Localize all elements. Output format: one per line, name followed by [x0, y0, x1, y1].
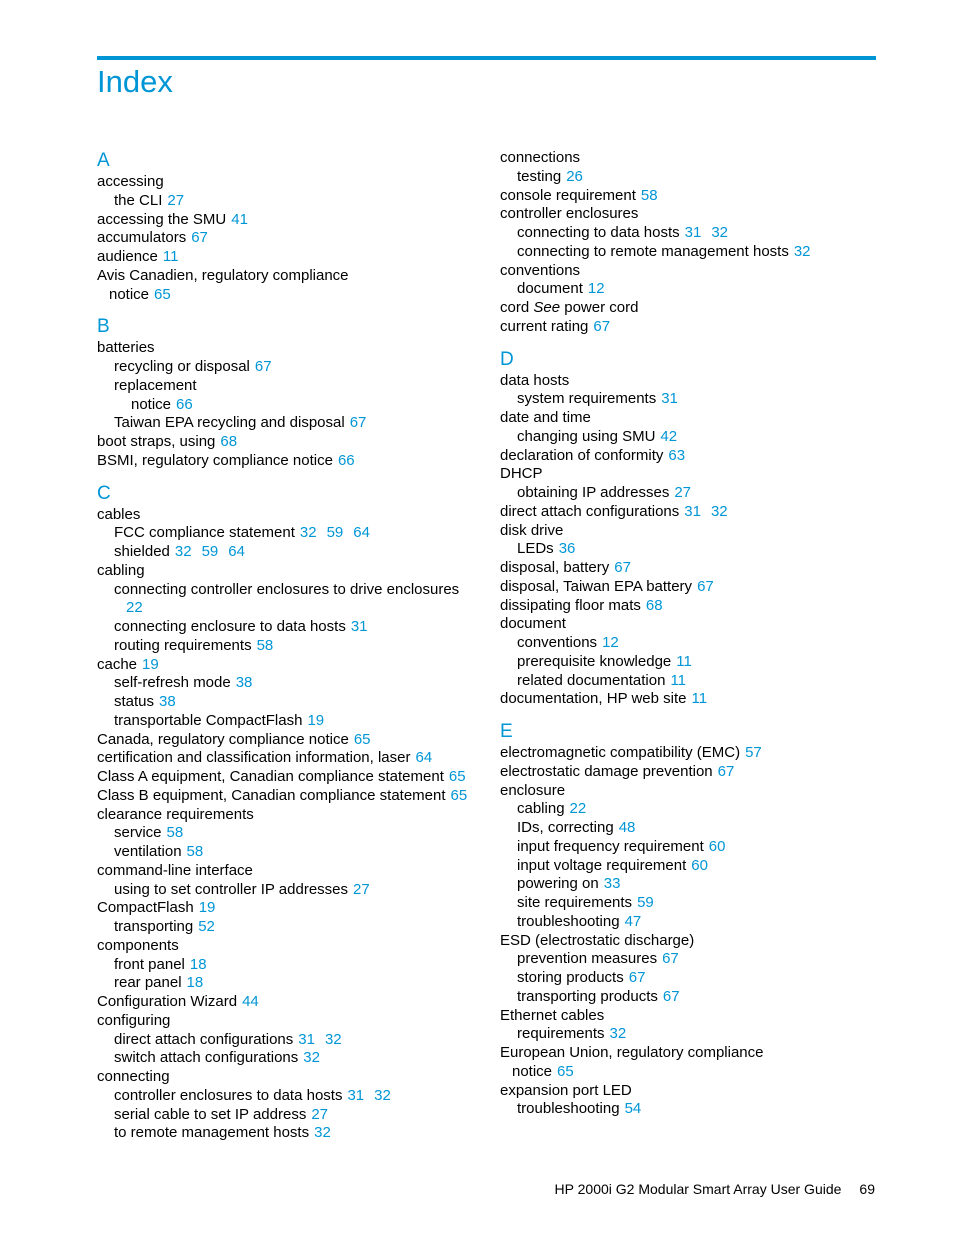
- page-link[interactable]: 19: [198, 899, 216, 917]
- page-title: Index: [97, 64, 173, 99]
- index-term: self-refresh mode: [114, 674, 231, 692]
- index-term: system requirements: [517, 390, 657, 408]
- index-term: powering on: [517, 875, 599, 893]
- index-subentry: [500, 969, 880, 988]
- page-link[interactable]: 64: [353, 524, 370, 542]
- index-subentry: [500, 224, 880, 243]
- page-link[interactable]: 64: [228, 543, 245, 560]
- index-term: enclosure: [500, 781, 566, 799]
- index-term: disk drive: [500, 521, 564, 539]
- index-entry: [500, 597, 880, 616]
- index-subentry: [97, 396, 477, 415]
- page-link[interactable]: 11: [676, 652, 692, 670]
- index-term: site requirements: [517, 894, 633, 911]
- page-link[interactable]: 26: [566, 167, 583, 185]
- index-entry: [97, 656, 477, 675]
- page-link[interactable]: 27: [311, 1105, 329, 1123]
- index-subentry: [97, 286, 477, 305]
- page-link[interactable]: 44: [242, 993, 259, 1010]
- page-link[interactable]: 59: [326, 524, 344, 542]
- index-term: Ethernet cables: [500, 1006, 605, 1024]
- index-subentry: [97, 377, 477, 396]
- index-term: dissipating floor mats: [500, 596, 641, 614]
- page-link[interactable]: 54: [624, 1100, 642, 1118]
- page-link[interactable]: 67: [593, 317, 611, 335]
- page-link[interactable]: 64: [415, 749, 433, 767]
- page-link[interactable]: 59: [201, 543, 219, 560]
- index-subentry: [97, 1106, 477, 1125]
- index-subentry: [97, 1031, 477, 1050]
- page-link[interactable]: 31: [298, 1030, 315, 1048]
- index-entry: [97, 173, 477, 192]
- index-column-right: [500, 149, 880, 1119]
- index-subentry: [97, 599, 477, 618]
- index-subentry: [500, 243, 880, 262]
- index-term: Avis Canadien, regulatory compliance: [97, 266, 349, 284]
- section-spacer: [500, 709, 880, 720]
- index-subentry: [500, 280, 880, 299]
- page-link[interactable]: 32: [711, 224, 728, 241]
- page-link[interactable]: 63: [668, 446, 686, 464]
- header-rule: [97, 56, 876, 60]
- index-subentry: [97, 712, 477, 731]
- see-reference: See: [533, 299, 561, 316]
- index-subentry: [500, 390, 880, 409]
- page-link[interactable]: 18: [189, 955, 207, 973]
- index-subentry: [97, 414, 477, 433]
- index-subentry: [500, 1063, 880, 1082]
- index-term: disposal, battery: [500, 559, 610, 576]
- index-entry: [97, 899, 477, 918]
- index-term: clearance requirements: [97, 805, 254, 823]
- index-entry: [97, 749, 477, 768]
- page-link[interactable]: 27: [353, 880, 370, 898]
- index-subentry: [500, 653, 880, 672]
- index-entry: [500, 782, 880, 801]
- index-term: Class A equipment, Canadian compliance statement: [97, 768, 444, 785]
- page-link[interactable]: 32: [174, 543, 192, 560]
- index-term: to remote management hosts: [114, 1124, 310, 1142]
- index-term: data hosts: [500, 371, 570, 389]
- index-term: the CLI: [114, 191, 163, 209]
- index-subentry: [97, 693, 477, 712]
- index-section-letter: E: [500, 721, 513, 742]
- page-link[interactable]: 67: [662, 950, 679, 968]
- index-term: document: [517, 280, 583, 298]
- index-subentry: [97, 1124, 477, 1143]
- index-subentry: [97, 524, 477, 543]
- index-section-letter: C: [97, 482, 111, 504]
- page-link[interactable]: 12: [587, 280, 605, 298]
- index-term: ventilation: [114, 843, 182, 860]
- page-link[interactable]: 27: [167, 191, 185, 209]
- page-link[interactable]: 67: [717, 762, 735, 780]
- page-link[interactable]: 32: [793, 242, 811, 260]
- index-term: FCC compliance statement: [114, 524, 295, 542]
- footer-guide-title: HP 2000i G2 Modular Smart Array User Guide: [554, 1181, 842, 1197]
- index-subentry: [500, 800, 880, 819]
- footer-page-number: 69: [859, 1181, 875, 1197]
- index-term: date and time: [500, 409, 591, 426]
- page-link[interactable]: 67: [191, 229, 208, 247]
- index-entry: [500, 205, 880, 224]
- index-entry: [500, 262, 880, 281]
- index-term: LEDs: [517, 540, 554, 558]
- index-subentry: [97, 192, 477, 211]
- page-link[interactable]: 32: [303, 1049, 320, 1067]
- index-term: cord: [500, 299, 530, 316]
- index-term: European Union, regulatory compliance: [500, 1044, 764, 1061]
- index-term: serial cable to set IP address: [114, 1105, 307, 1123]
- index-term: Canada, regulatory compliance notice: [97, 730, 349, 748]
- page-link[interactable]: 32: [374, 1086, 391, 1104]
- index-term: connecting to remote management hosts: [517, 242, 789, 260]
- page-link[interactable]: 65: [353, 730, 371, 748]
- index-entry: [500, 578, 880, 597]
- index-term: cache: [97, 655, 138, 673]
- page-link[interactable]: 11: [670, 671, 687, 689]
- page-link[interactable]: 33: [603, 875, 621, 893]
- section-spacer: [97, 471, 477, 482]
- index-subentry: [500, 540, 880, 559]
- index-entry: [500, 503, 880, 522]
- index-subentry: [500, 950, 880, 969]
- index-entry: [500, 522, 880, 541]
- index-entry: [500, 299, 880, 318]
- index-entry: [500, 744, 880, 763]
- page-link[interactable]: 52: [198, 918, 215, 935]
- index-entry: [500, 372, 880, 391]
- index-term: switch attach configurations: [114, 1049, 299, 1067]
- index-term: transporting: [114, 918, 194, 935]
- index-entry: [500, 447, 880, 466]
- index-entry: [97, 787, 477, 806]
- page-link[interactable]: 32: [609, 1025, 627, 1043]
- page-link[interactable]: 12: [602, 634, 619, 651]
- page-link[interactable]: 58: [640, 186, 658, 204]
- index-subentry: [500, 1025, 880, 1044]
- index-term: document: [500, 615, 566, 633]
- index-subentry: [97, 974, 477, 993]
- page-link[interactable]: 67: [349, 414, 367, 432]
- index-entry: [500, 615, 880, 634]
- index-entry: [97, 339, 477, 358]
- index-term: routing requirements: [114, 636, 252, 654]
- page-link[interactable]: 36: [558, 540, 576, 558]
- page-link[interactable]: 68: [220, 433, 238, 450]
- page-link[interactable]: 11: [691, 690, 708, 708]
- index-entry: [97, 937, 477, 956]
- index-term: input voltage requirement: [517, 856, 687, 874]
- index-term: notice: [131, 395, 172, 413]
- index-term: audience: [97, 248, 158, 265]
- page-link[interactable]: 58: [186, 843, 204, 860]
- index-subentry: [97, 1087, 477, 1106]
- index-subentry: [500, 913, 880, 932]
- index-entry: [500, 1082, 880, 1101]
- page-link[interactable]: 31: [684, 224, 702, 241]
- page-link[interactable]: 42: [660, 427, 678, 445]
- page-link[interactable]: 65: [154, 285, 171, 303]
- page-link[interactable]: 68: [645, 596, 663, 614]
- index-term: boot straps, using: [97, 433, 216, 450]
- page-link[interactable]: 38: [235, 674, 253, 692]
- index-term: certification and classification information, laser: [97, 749, 411, 767]
- index-entry: [97, 1068, 477, 1087]
- index-term: cables: [97, 505, 141, 523]
- index-term: notice: [512, 1062, 553, 1080]
- index-term: command-line interface: [97, 861, 253, 879]
- index-term: shielded: [114, 543, 170, 560]
- index-term: notice: [109, 285, 150, 303]
- page-link[interactable]: 67: [614, 559, 631, 576]
- index-entry: [97, 806, 477, 825]
- index-subentry: [500, 857, 880, 876]
- index-term: changing using SMU: [517, 427, 656, 445]
- index-term: electromagnetic compatibility (EMC): [500, 744, 741, 761]
- page-link[interactable]: 67: [697, 577, 714, 595]
- index-subentry: [97, 1049, 477, 1068]
- index-entry: [500, 187, 880, 206]
- index-subentry: [500, 168, 880, 187]
- index-column-left: [97, 149, 477, 1143]
- index-subentry: [97, 843, 477, 862]
- index-subentry: [97, 956, 477, 975]
- index-term: console requirement: [500, 186, 636, 204]
- index-subentry: [97, 637, 477, 656]
- index-entry: [500, 1044, 880, 1063]
- page-link[interactable]: 31: [661, 390, 678, 408]
- page-link[interactable]: 31: [684, 502, 701, 520]
- index-entry: [500, 690, 880, 709]
- index-term: prerequisite knowledge: [517, 652, 672, 670]
- index-term: components: [97, 936, 179, 954]
- index-term: troubleshooting: [517, 1100, 620, 1118]
- index-entry: [97, 768, 477, 787]
- section-spacer: [97, 304, 477, 315]
- index-term: input frequency requirement: [517, 837, 704, 855]
- index-term: controller enclosures to data hosts: [114, 1086, 343, 1104]
- index-term: cabling: [517, 800, 565, 818]
- index-term: connecting enclosure to data hosts: [114, 618, 346, 635]
- index-subentry: [97, 824, 477, 843]
- index-term: ESD (electrostatic discharge): [500, 931, 695, 949]
- page-link[interactable]: 19: [307, 711, 325, 729]
- section-spacer: [500, 337, 880, 348]
- index-term: accessing: [97, 173, 164, 190]
- index-term: connecting: [97, 1068, 170, 1085]
- index-term: requirements: [517, 1025, 605, 1043]
- index-entry: [97, 993, 477, 1012]
- index-subentry: [500, 1100, 880, 1119]
- page-link[interactable]: 47: [624, 912, 642, 930]
- index-entry: [500, 1007, 880, 1026]
- index-term: direct attach configurations: [114, 1030, 294, 1048]
- index-subentry: [97, 674, 477, 693]
- index-subentry: [97, 881, 477, 900]
- index-term: rear panel: [114, 974, 182, 992]
- page-link[interactable]: 60: [708, 837, 726, 855]
- index-entry: [500, 465, 880, 484]
- index-entry: [97, 862, 477, 881]
- index-subentry: [97, 618, 477, 637]
- index-term: status: [114, 693, 155, 710]
- index-term: accumulators: [97, 229, 187, 247]
- index-term: expansion port LED: [500, 1081, 632, 1099]
- index-term: transportable CompactFlash: [114, 711, 303, 729]
- page-link[interactable]: 67: [628, 969, 646, 986]
- page-link[interactable]: 31: [350, 618, 368, 635]
- index-term: documentation, HP web site: [500, 690, 687, 708]
- index-term: batteries: [97, 339, 155, 357]
- index-term: current rating: [500, 317, 589, 335]
- index-term: declaration of conformity: [500, 446, 664, 464]
- index-entry: [97, 211, 477, 230]
- page-link[interactable]: 60: [691, 856, 708, 874]
- index-term: Taiwan EPA recycling and disposal: [114, 414, 345, 432]
- index-term: IDs, correcting: [517, 819, 614, 836]
- page-link[interactable]: 66: [337, 451, 355, 469]
- index-subentry: [97, 543, 477, 562]
- index-term: connections: [500, 149, 581, 166]
- index-entry: [500, 149, 880, 168]
- index-term: conventions: [500, 261, 581, 279]
- index-entry: [500, 932, 880, 951]
- index-subentry: [97, 918, 477, 937]
- page-link[interactable]: 57: [745, 744, 762, 761]
- page-link[interactable]: 22: [569, 800, 587, 818]
- index-term: CompactFlash: [97, 899, 194, 917]
- index-term: conventions: [517, 634, 598, 651]
- index-section-letter: B: [97, 316, 110, 338]
- index-entry: [97, 1012, 477, 1031]
- index-term: BSMI, regulatory compliance notice: [97, 451, 333, 469]
- page-link[interactable]: 27: [674, 484, 692, 501]
- index-entry: [97, 562, 477, 581]
- index-subentry: [97, 358, 477, 377]
- index-term: cabling: [97, 561, 145, 579]
- index-entry: [97, 506, 477, 525]
- page-link[interactable]: 67: [254, 358, 272, 375]
- index-term: related documentation: [517, 671, 666, 689]
- index-term: disposal, Taiwan EPA battery: [500, 577, 693, 595]
- page-footer: [555, 1180, 875, 1198]
- index-subentry: [500, 428, 880, 447]
- page-link[interactable]: 32: [710, 502, 728, 520]
- index-term: obtaining IP addresses: [517, 484, 670, 501]
- page-link[interactable]: 66: [176, 395, 193, 413]
- index-term: testing: [517, 167, 562, 185]
- index-term: electrostatic damage prevention: [500, 762, 713, 780]
- index-term: connecting controller enclosures to drive enclosures: [114, 580, 460, 598]
- index-subentry: [97, 581, 477, 600]
- index-entry: [97, 452, 477, 471]
- page-link[interactable]: 18: [186, 974, 204, 992]
- page-link[interactable]: 58: [256, 636, 274, 654]
- see-target: power cord: [564, 299, 639, 316]
- page-link[interactable]: 58: [166, 824, 184, 842]
- page-link[interactable]: 32: [314, 1124, 331, 1142]
- index-entry: [97, 433, 477, 452]
- index-entry: [97, 267, 477, 286]
- index-entry: [500, 409, 880, 428]
- index-term: Class B equipment, Canadian compliance statement: [97, 786, 446, 804]
- index-subentry: [500, 634, 880, 653]
- index-term: connecting to data hosts: [517, 224, 680, 241]
- page-link[interactable]: 65: [450, 786, 468, 804]
- page-link[interactable]: 38: [159, 693, 176, 710]
- index-term: recycling or disposal: [114, 358, 250, 375]
- index-term: storing products: [517, 969, 624, 986]
- index-subentry: [500, 838, 880, 857]
- index-entry: [500, 763, 880, 782]
- page-link[interactable]: 65: [557, 1062, 574, 1080]
- page-link[interactable]: 67: [662, 987, 680, 1005]
- index-entry: [500, 318, 880, 337]
- index-term: front panel: [114, 955, 185, 973]
- index-subentry: [500, 894, 880, 913]
- index-subentry: [500, 875, 880, 894]
- index-term: configuring: [97, 1011, 171, 1029]
- index-subentry: [500, 988, 880, 1007]
- index-term: transporting products: [517, 987, 658, 1005]
- index-term: DHCP: [500, 465, 543, 483]
- page-link[interactable]: 11: [162, 248, 179, 265]
- page-link[interactable]: 48: [618, 819, 636, 836]
- page-link[interactable]: 65: [448, 768, 466, 785]
- index-term: service: [114, 824, 162, 842]
- index-entry: [500, 559, 880, 578]
- index-subentry: [500, 484, 880, 503]
- index-term: Configuration Wizard: [97, 993, 238, 1010]
- page-link[interactable]: 31: [347, 1086, 365, 1104]
- index-subentry: [500, 672, 880, 691]
- index-entry: [97, 731, 477, 750]
- page-link[interactable]: 59: [637, 894, 654, 911]
- index-term: replacement: [114, 376, 197, 394]
- page-link[interactable]: 32: [299, 524, 317, 542]
- index-term: accessing the SMU: [97, 210, 227, 228]
- index-term: controller enclosures: [500, 205, 639, 223]
- index-term: direct attach configurations: [500, 502, 680, 520]
- index-entry: [97, 248, 477, 267]
- index-subentry: [500, 819, 880, 838]
- index-term: prevention measures: [517, 950, 658, 968]
- index-term: troubleshooting: [517, 912, 620, 930]
- page-link[interactable]: 41: [231, 210, 248, 228]
- index-entry: [97, 229, 477, 248]
- index-section-letter: A: [97, 150, 110, 171]
- page-link[interactable]: 22: [126, 599, 143, 617]
- index-section-letter: D: [500, 348, 514, 370]
- page-link[interactable]: 19: [142, 655, 159, 673]
- index-term: using to set controller IP addresses: [114, 880, 349, 898]
- page-link[interactable]: 32: [324, 1030, 342, 1048]
